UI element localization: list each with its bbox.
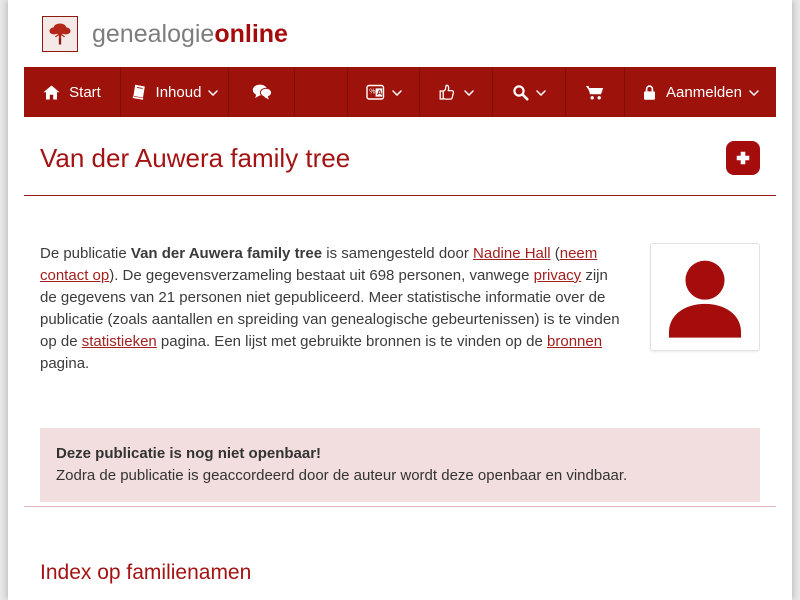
publication-intro (40, 243, 760, 375)
intro-paragraph (40, 243, 636, 375)
intro-text-3: ( (550, 245, 560, 262)
svg-text:A: A (376, 87, 382, 97)
page-title: Van der Auwera family tree (40, 142, 351, 173)
chevron-down-icon (392, 90, 402, 96)
nav-item-aanmelden[interactable] (625, 67, 776, 117)
book-icon (131, 84, 147, 100)
add-button[interactable] (726, 141, 760, 175)
cart-icon (585, 84, 605, 101)
intro-text-2: is samengesteld door (322, 245, 474, 262)
intro-text-7: pagina. (40, 355, 90, 372)
nav-spacer (295, 67, 348, 117)
intro-text-4: ). De gegevensverzameling bestaat uit 698 personen, vanwege (109, 267, 534, 284)
brand-name (92, 20, 288, 49)
chevron-down-icon (749, 90, 759, 96)
chevron-down-icon (464, 90, 474, 96)
brand-header[interactable] (24, 0, 776, 67)
intro-text-6: pagina. Een lijst met gebruikte bronnen is te vinden op de (156, 333, 548, 350)
page-title-row (24, 117, 776, 195)
brand-name-gray: genealogie (92, 19, 215, 48)
not-public-alert (40, 428, 760, 502)
chevron-down-icon (536, 90, 546, 96)
author-link[interactable]: Nadine Hall (473, 245, 551, 262)
privacy-link[interactable]: privacy (533, 267, 582, 284)
comments-icon (252, 84, 272, 101)
nav-label-inhoud: Inhoud (155, 83, 202, 101)
nav-item-inhoud[interactable] (121, 67, 229, 117)
plus-icon (733, 148, 753, 168)
statistics-link[interactable]: statistieken (81, 333, 157, 350)
alert-body: Zodra de publicatie is geaccordeerd door de auteur wordt deze openbaar en vindbaar. (56, 467, 628, 484)
nav-item-search[interactable] (493, 67, 566, 117)
nav-item-messages[interactable] (229, 67, 295, 117)
main-content (24, 243, 776, 585)
tree-logo-icon (42, 16, 78, 52)
nav-item-language[interactable] (348, 67, 420, 117)
main-nav (24, 67, 776, 117)
lock-icon (642, 84, 657, 101)
nav-label-start: Start (69, 83, 101, 101)
section-divider (24, 506, 776, 507)
author-avatar (650, 243, 760, 351)
svg-text:%: % (368, 88, 375, 95)
home-icon (43, 85, 60, 100)
nav-item-start[interactable] (24, 67, 121, 117)
contact-link[interactable]: neem contact op (40, 245, 598, 284)
language-icon (366, 84, 385, 101)
intro-text-1: De publicatie (40, 245, 131, 262)
intro-text-5: zijn de gegevens van 21 personen niet gepubliceerd. Meer statistische informatie over de publicatie (zoals aantallen en spreiding van genealogische gebeurtenissen) is te vinden op de (40, 267, 620, 350)
search-icon (512, 84, 529, 101)
nav-label-aanmelden: Aanmelden (666, 83, 742, 101)
chevron-down-icon (208, 90, 218, 96)
brand-name-red: online (214, 19, 288, 48)
publication-name: Van der Auwera family tree (130, 245, 323, 262)
sources-link[interactable]: bronnen (547, 333, 603, 350)
page-container (8, 0, 792, 600)
alert-title: Deze publicatie is nog niet openbaar! (56, 445, 322, 462)
nav-item-cart[interactable] (566, 67, 625, 117)
person-icon (658, 251, 752, 343)
title-divider (24, 195, 776, 196)
thumbs-up-icon (439, 84, 457, 101)
index-heading: Index op familienamen (40, 561, 252, 584)
nav-item-like[interactable] (420, 67, 493, 117)
